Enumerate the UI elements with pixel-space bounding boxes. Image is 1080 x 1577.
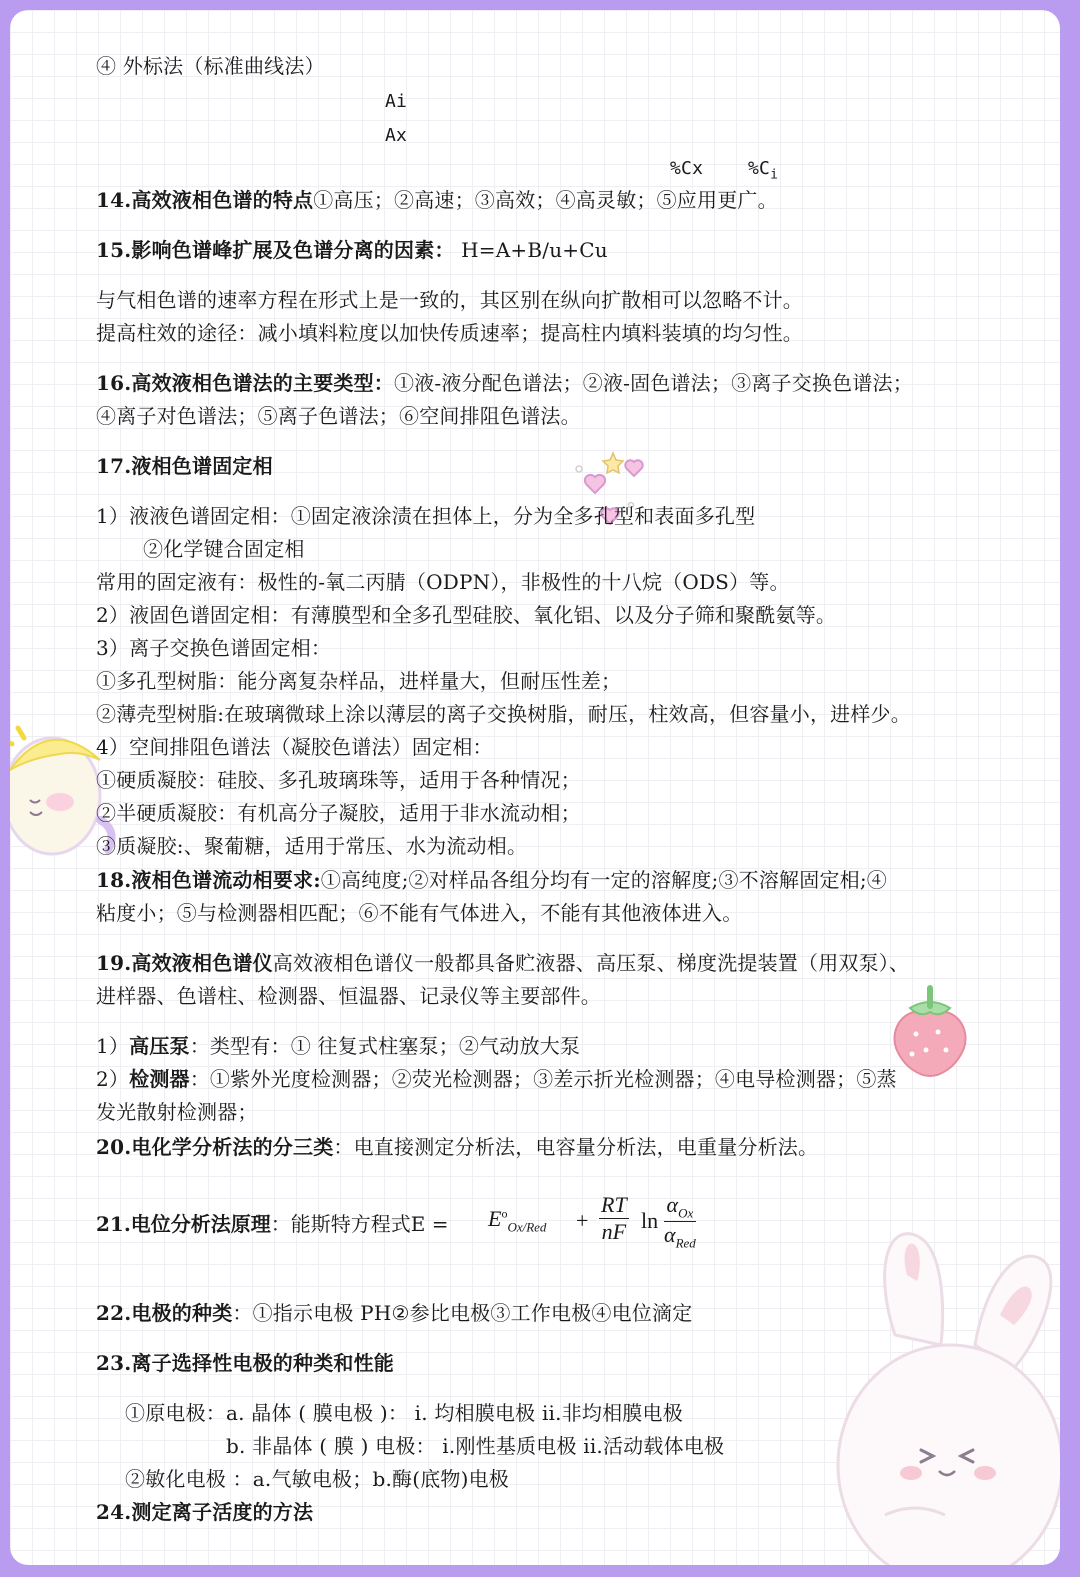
label-ci: $\%C_i$	[748, 158, 779, 183]
section-17-line-11: ③质凝胶:、聚葡糖，适用于常压、水为流动相。	[96, 834, 528, 858]
section-17-line-9: ①硬质凝胶：硅胶、多孔玻璃珠等，适用于各种情况；	[96, 768, 581, 792]
label-ax: Ax	[385, 125, 408, 146]
section-15-line-2: 提高柱效的途径：减小填料粒度以加快传质速率；提高柱内填料装填的均匀性。	[96, 321, 803, 345]
formula-activity-ratio: $\alpha_{Ox}$ $\alpha_{Red}$	[664, 1192, 696, 1251]
section-17-line-4: 2）液固色谱固定相：有薄膜型和全多孔型硅胶、氧化铝、以及分子筛和聚酰氨等。	[96, 603, 837, 627]
section-16: 16.高效液相色谱法的主要类型：①液-液分配色谱法；②液-固色谱法；③离子交换色谱法；	[96, 371, 913, 395]
section-20: 20.电化学分析法的分三类：电直接测定分析法，电容量分析法，电重量分析法。	[96, 1135, 819, 1159]
section-23-line-3: ②敏化电极 ：a.气敏电极；b.酶(底物)电极	[125, 1467, 510, 1491]
formula-plus: +	[576, 1208, 589, 1233]
section-17-line-1: 1）液液色谱固定相：①固定液涂渍在担体上，分为全多孔型和表面多孔型	[96, 504, 756, 528]
formula-e0: $E^o_{Ox/Red}$	[488, 1206, 547, 1235]
strawberry-sticker	[880, 978, 980, 1078]
section-19-line-4: 2）检测器：①紫外光度检测器；②荧光检测器；③差示折光检测器；④电导检测器；⑤蒸	[96, 1067, 897, 1091]
section-17-line-3: 常用的固定液有：极性的-氧二丙腈（ODPN），非极性的十八烷（ODS）等。	[96, 570, 790, 594]
section-17-line-7: ②薄壳型树脂:在玻璃微球上涂以薄层的离子交换树脂，耐压，柱效高，但容量小，进样少。	[96, 702, 911, 726]
label-cx: %Cx	[670, 158, 704, 179]
section-17-line-8: 4）空间排阻色谱法（凝胶色谱法）固定相：	[96, 735, 493, 759]
section-23-line-2: b. 非晶体 ( 膜 ) 电极： i.刚性基质电极 ii.活动载体电极	[226, 1434, 725, 1458]
section-23-heading: 23.离子选择性电极的种类和性能	[96, 1351, 394, 1375]
label-ai: Ai	[385, 91, 408, 112]
formula-rt-nf: $\frac{RT}{nF}$	[601, 1192, 627, 1244]
section-18-line-2: 粘度小；⑤与检测器相匹配；⑥不能有气体进入，不能有其他液体进入。	[96, 901, 743, 925]
section-19: 19.高效液相色谱仪高效液相色谱仪一般都具备贮液器、高压泵、梯度洗提装置（用双泵）、	[96, 951, 910, 975]
section-17-line-10: ②半硬质凝胶：有机高分子凝胶，适用于非水流动相；	[96, 801, 581, 825]
section-24-heading: 24.测定离子活度的方法	[96, 1500, 314, 1524]
section-15-line-1: 与气相色谱的速率方程在形式上是一致的，其区别在纵向扩散相可以忽略不计。	[96, 288, 803, 312]
formula-ln: ln	[641, 1208, 659, 1233]
section-19-line-5: 发光散射检测器；	[96, 1100, 258, 1124]
section-15: 15.影响色谱峰扩展及色谱分离的因素： H=A+B/u+Cu	[96, 238, 608, 262]
section-17-line-5: 3）离子交换色谱固定相：	[96, 636, 332, 660]
section-17-heading: 17.液相色谱固定相	[96, 454, 273, 478]
section-17-line-2: ②化学键合固定相	[143, 537, 305, 561]
section-14: 14.高效液相色谱的特点①高压；②高速；③高效；④高灵敏；⑤应用更广。	[96, 188, 778, 212]
section-18: 18.液相色谱流动相要求:①高纯度;②对样品各组分均有一定的溶解度;③不溶解固定相;④	[96, 868, 887, 892]
section-17-line-6: ①多孔型树脂：能分离复杂样品，进样量大，但耐压性差；	[96, 669, 622, 693]
section-16-line-2: ④离子对色谱法；⑤离子色谱法；⑥空间排阻色谱法。	[96, 404, 581, 428]
section-23-line-1: ①原电极：a. 晶体 ( 膜电极 )： i. 均相膜电极 ii.非均相膜电极	[125, 1401, 683, 1425]
section-21-label: 21.电位分析法原理：能斯特方程式E =	[96, 1212, 449, 1236]
section-19-line-3: 1）高压泵：类型有：① 往复式柱塞泵；②气动放大泵	[96, 1034, 581, 1058]
bunny-sticker-left	[10, 700, 130, 890]
section-22: 22.电极的种类：①指示电极 PH②参比电极③工作电极④电位滴定	[96, 1301, 693, 1325]
section-19-line-2: 进样器、色谱柱、检测器、恒温器、记录仪等主要部件。	[96, 984, 601, 1008]
item-4-external-standard: ④ 外标法（标准曲线法）	[96, 54, 325, 78]
document-page	[10, 10, 1060, 1565]
bunny-sticker-bottom-right	[825, 1215, 1060, 1565]
